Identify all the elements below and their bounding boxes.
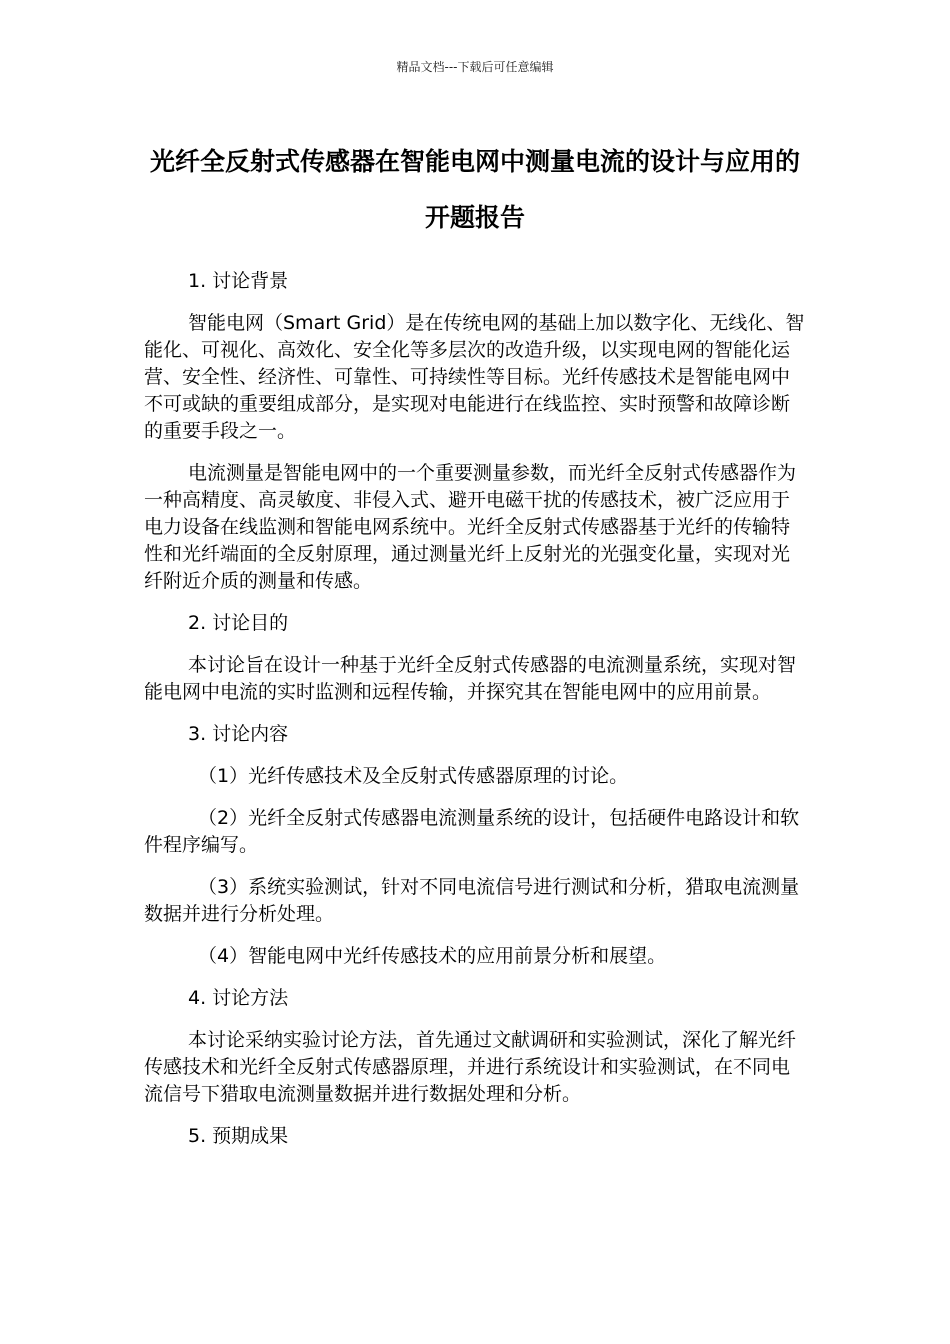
document-body [144, 268, 806, 1165]
section-heading-outcomes: 5. 预期成果 [188, 1125, 289, 1147]
section-heading-purpose: 2. 讨论目的 [188, 612, 289, 634]
section-heading-background: 1. 讨论背景 [188, 270, 289, 292]
paragraph: 智能电网（Smart Grid）是在传统电网的基础上加以数字化、无线化、智能化、可视化、高效化、安全化等多层次的改造升级，以实现电网的智能化运营、安全性、经济性、可靠性、可持续性等目标。光纤传感技术是智能电网中不可或缺的重要组成部分，是实现对电能进行在线监控、实时预警和故障诊断的重要手段之一。 [144, 312, 805, 442]
page-header: 精品文档---下载后可任意编辑 [396, 60, 554, 74]
document-title: 光纤全反射式传感器在智能电网中测量电流的设计与应用的开题报告 [149, 147, 800, 232]
list-item: （3）系统实验测试，针对不同电流信号进行测试和分析，猎取电流测量数据并进行分析处理。 [144, 876, 800, 925]
list-item: （2）光纤全反射式传感器电流测量系统的设计，包括硬件电路设计和软件程序编写。 [144, 807, 800, 856]
list-item: （4）智能电网中光纤传感技术的应用前景分析和展望。 [198, 945, 667, 967]
section-heading-method: 4. 讨论方法 [188, 987, 289, 1009]
list-item: （1）光纤传感技术及全反射式传感器原理的讨论。 [198, 765, 629, 787]
section-heading-content: 3. 讨论内容 [188, 723, 289, 745]
paragraph: 本讨论旨在设计一种基于光纤全反射式传感器的电流测量系统，实现对智能电网中电流的实时监测和远程传输，并探究其在智能电网中的应用前景。 [144, 654, 797, 703]
paragraph: 电流测量是智能电网中的一个重要测量参数，而光纤全反射式传感器作为一种高精度、高灵敏度、非侵入式、避开电磁干扰的传感技术，被广泛应用于电力设备在线监测和智能电网系统中。光纤全反射式传感器基于光纤的传输特性和光纤端面的全反射原理，通过测量光纤上反射光的光强变化量，实现对光纤附近介质的测量和传感。 [144, 462, 797, 592]
paragraph: 本讨论采纳实验讨论方法，首先通过文献调研和实验测试，深化了解光纤传感技术和光纤全反射式传感器原理，并进行系统设计和实验测试，在不同电流信号下猎取电流测量数据并进行数据处理和分析。 [144, 1029, 797, 1105]
